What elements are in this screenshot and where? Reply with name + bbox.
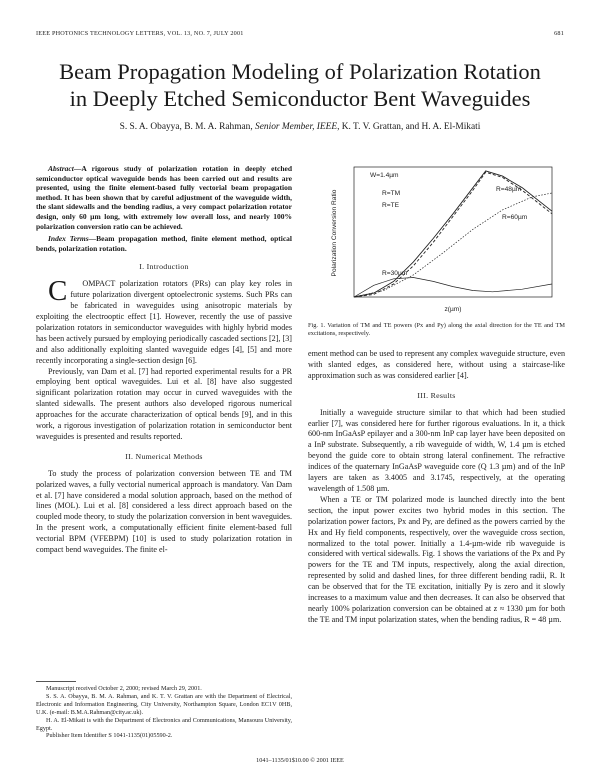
- annotation-width: W=1.4µm: [370, 172, 399, 179]
- paper-title: [20, 58, 580, 112]
- authors-part-a: S. S. A. Obayya, B. M. A. Rahman,: [119, 122, 256, 132]
- x-axis-label: z(µm): [444, 306, 462, 313]
- annotation-r60: R=60µm: [502, 214, 528, 221]
- right-column: [308, 349, 565, 626]
- annotation-te: R=TE: [382, 202, 400, 209]
- plot-frame: [354, 167, 552, 297]
- abstract-lead: Abstract: [48, 164, 74, 173]
- figure-1-caption: Fig. 1. Variation of TM and TE powers (Px and Py) along the axial direction for the TE and TM excitations, respectively.: [308, 322, 565, 338]
- author-list: [20, 122, 580, 132]
- footnote-affiliation-1: S. S. A. Obayya, B. M. A. Rahman, and K. T. V. Grattan are with the Department of Electrical, Electronic and Information Engineering, City University, Northampton Square, London EC1V 0HB, U.K. (e-mail: B.M.A.Rahman@city.ac.uk).: [36, 692, 292, 716]
- drop-cap: C: [48, 275, 68, 308]
- copyright-footer: 1041–1135/01$10.00 © 2001 IEEE: [256, 757, 344, 764]
- section-heading-results: III. Results: [417, 390, 456, 400]
- y-axis-label: Polarization Conversion Ratio: [331, 189, 338, 277]
- results-paragraph-1: Initially a waveguide structure similar to that which had been studied earlier [7], was considered here for further rigorous evaluations. In it, a thick 600-nm InGaAsP epilayer and a 300-nm InP cap layer have been deposited on a InP substrate. Subsequently, a rib waveguide of width, W, 1.4 µm is etched beyond the guide core to obtain strong lateral confinement. The refractive indices of the quaternary InGaAsP waveguide core (Q 1.3 µm) and of the InP layers are taken as 3.4005 and 3.1745, respectively, at the operating wavelength of 1.508 µm.: [308, 407, 565, 493]
- author-role: Senior Member, IEEE: [255, 122, 338, 132]
- index-terms-text: —Beam propagation method, finite element method, optical bends, polarization rotation.: [36, 234, 293, 253]
- methods-paragraph-1: To study the process of polarization conversion between TE and TM polarized waves, a fully vectorial numerical approach is mandatory. Van Dam et al. [7] have considered a modal solution approach, based on the method of lines (MOL). Lui et al. [8] considered a less direct approach based on the coupled mode theory, to study the polarization conversion in bent waveguides. In the present work, a computationally efficient finite element-based full vectorial BPM (VFEBPM) [10] is used to study polarization rotation in compact bend waveguides. The finite el-: [36, 468, 292, 555]
- figure-1-chart: [324, 163, 559, 319]
- title-line-1: Beam Propagation Modeling of Polarization Rotation: [59, 59, 541, 84]
- results-paragraph-2: When a TE or TM polarized mode is launched directly into the bent section, the input power excites two hybrid modes in this section. The polarization power factors, Px and Py, are defined as the powers carried by the Hx and Hy field components, respectively, over the waveguide cross section, normalized to the total power. Initially a 1.4-µm-wide rib waveguide is considered with vertical sidewalls. Fig. 1 shows the variations of the Px and Py powers for the TE and TM inputs, respectively, along the axial direction, represented by solid and dashed lines, for three different bending radii, R. It can be observed that for the TE excitation, initially Py is zero and it slowly increases to a maximum value and then decreases. It can also be observed that nearly 100% polarization conversion can be obtained at z ≈ 1330 µm for both the TE and TM input polarization states, when the bending radius, R = 48 µm.: [308, 494, 565, 624]
- abstract: [36, 164, 292, 231]
- index-terms-lead: Index Terms: [48, 234, 89, 244]
- intro-paragraph-2: Previously, van Dam et al. [7] had reported experimental results for a PR employing bent optical waveguides. Lui et al. [8] have also suggested significant polarization rotation may occur in curved waveguides with the slanted sidewalls. The present authors also developed rigorous numerical approaches for the accurate characterization of optical bends [9], and in this work, a rigorous investigation of polarization rotation in semiconductor bent waveguides is presented and results reported.: [36, 366, 292, 441]
- left-column: [36, 164, 292, 556]
- annotation-tm: R=TM: [382, 190, 401, 197]
- section-heading-introduction: I. Introduction: [139, 262, 189, 272]
- authors-part-b: , K. T. V. Grattan, and H. A. El-Mikati: [337, 122, 481, 132]
- section-heading-methods: II. Numerical Methods: [125, 451, 203, 461]
- methods-paragraph-2: ement method can be used to represent any complex waveguide structure, even with slanted edges, as considered here, without using a staircase-like approximation such as was considered earlier [4].: [308, 349, 565, 380]
- page-number: 681: [554, 30, 564, 37]
- journal-name: IEEE PHOTONICS TECHNOLOGY LETTERS, VOL. 13, NO. 7, JULY 2001: [36, 30, 244, 37]
- footnote-affiliation-2: H. A. El-Mikati is with the Department of Electronics and Communications, Mansoura University, Egypt.: [36, 716, 292, 732]
- annotation-r48: R=48µm: [496, 186, 522, 193]
- intro-paragraph-1-text: OMPACT polarization rotators (PRs) can play key roles in future polarization divergent optoelectronic systems. Such PRs can be fabricated in waveguides using anisotropic materials by exploiting the electrooptic effect [1]. However, recently the use of passive polarization rotators in semiconductor waveguides with highly hybrid modes has been actively pursued by employing periodically cascaded sections [2], [3] and also additionally exploiting slanted waveguide edges [4], [5] and more recently incorporating a single-section design [6].: [36, 279, 292, 365]
- footnote-pii: Publisher Item Identifier S 1041-1135(01)05590-2.: [46, 732, 173, 740]
- title-line-2: in Deeply Etched Semiconductor Bent Waveguides: [69, 86, 531, 111]
- intro-paragraph-1: [36, 275, 292, 366]
- footnote-rule: [36, 681, 76, 682]
- annotation-r30: R=30µm: [382, 270, 408, 277]
- index-terms: [36, 234, 292, 253]
- footnotes: [36, 681, 292, 740]
- footnote-received: Manuscript received October 2, 2000; revised March 29, 2001.: [46, 685, 202, 692]
- figure-1: [324, 163, 559, 319]
- abstract-text: —A rigorous study of polarization rotation in deeply etched semiconductor optical waveguide bends has been carried out and results are presented, using the finite element-based fully vectorial beam propagation method. It has been shown that by careful adjustment of the waveguide width, the slant sidewalls and the bending radius, a very compact polarization rotator design, only 60 µm long, with extremely low overall loss, and nearly 100% polarization conversion ratio can be achieved.: [36, 164, 292, 231]
